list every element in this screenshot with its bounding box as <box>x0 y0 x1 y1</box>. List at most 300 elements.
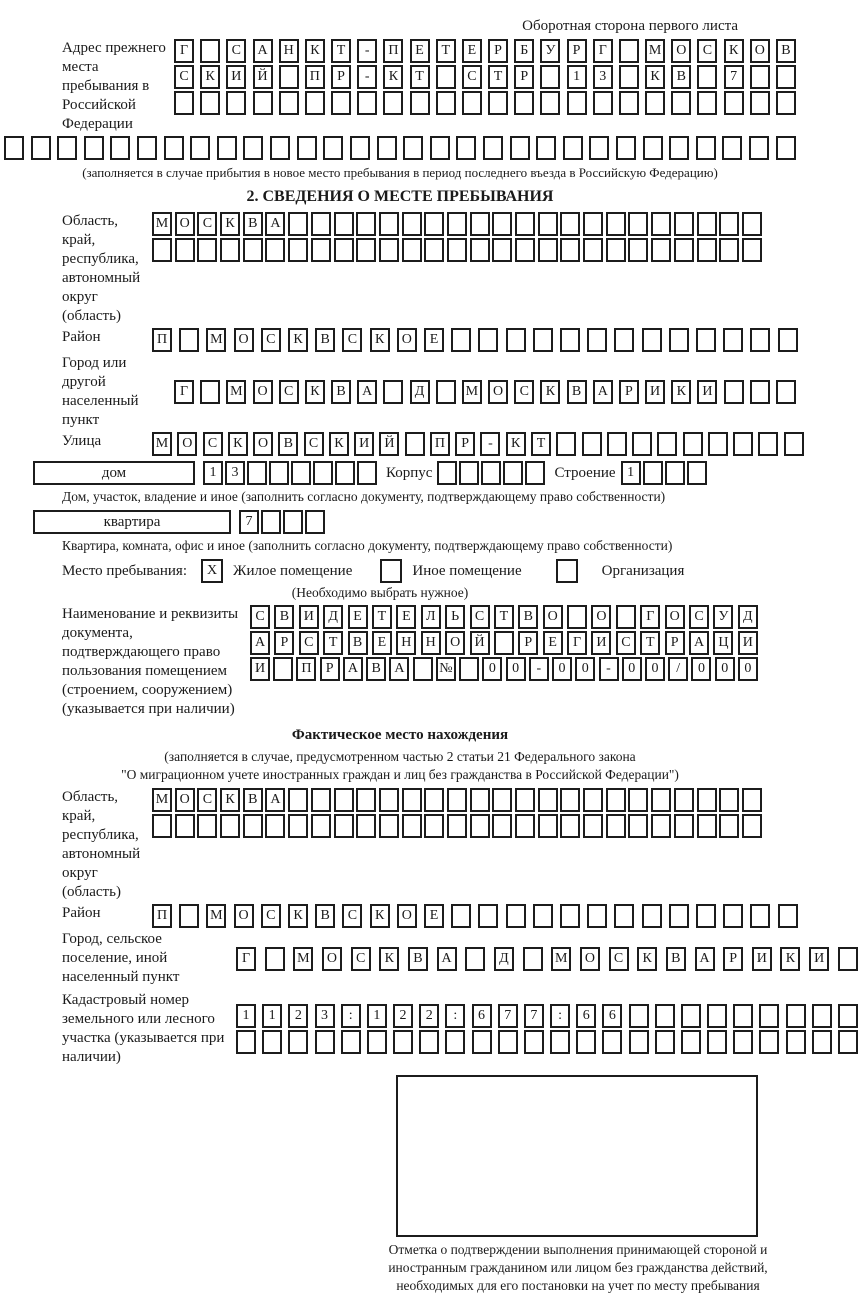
char-cell[interactable]: В <box>366 657 386 681</box>
char-cell[interactable]: П <box>383 39 403 63</box>
char-cell[interactable] <box>550 1030 570 1054</box>
char-cell[interactable]: С <box>226 39 246 63</box>
char-cell[interactable] <box>514 91 534 115</box>
char-cell[interactable]: - <box>357 39 377 63</box>
char-cell[interactable]: Е <box>410 39 430 63</box>
char-cell[interactable] <box>750 328 770 352</box>
char-cell[interactable] <box>538 788 558 812</box>
char-cell[interactable] <box>778 328 798 352</box>
char-cell[interactable]: № <box>436 657 456 681</box>
char-cell[interactable]: Е <box>348 605 368 629</box>
char-cell[interactable] <box>838 1004 858 1028</box>
char-cell[interactable]: Т <box>494 605 514 629</box>
char-cell[interactable]: 1 <box>262 1004 282 1028</box>
char-cell[interactable] <box>628 788 648 812</box>
char-cell[interactable] <box>383 91 403 115</box>
char-cell[interactable]: 1 <box>203 461 223 485</box>
char-cell[interactable]: О <box>397 904 417 928</box>
char-cell[interactable]: П <box>296 657 316 681</box>
char-cell[interactable] <box>669 136 689 160</box>
char-cell[interactable]: Г <box>174 39 194 63</box>
char-cell[interactable] <box>305 91 325 115</box>
char-cell[interactable]: К <box>305 380 325 404</box>
char-cell[interactable]: И <box>738 631 758 655</box>
char-cell[interactable]: С <box>261 328 281 352</box>
char-cell[interactable] <box>265 947 285 971</box>
char-cell[interactable] <box>749 136 769 160</box>
char-cell[interactable] <box>750 65 770 89</box>
char-cell[interactable] <box>628 212 648 236</box>
char-cell[interactable] <box>607 432 627 456</box>
char-cell[interactable]: 2 <box>393 1004 413 1028</box>
char-cell[interactable] <box>778 904 798 928</box>
char-cell[interactable] <box>243 238 263 262</box>
char-cell[interactable] <box>405 432 425 456</box>
char-cell[interactable]: 1 <box>621 461 641 485</box>
char-cell[interactable] <box>451 328 471 352</box>
char-cell[interactable] <box>643 136 663 160</box>
char-cell[interactable]: Й <box>379 432 399 456</box>
char-cell[interactable] <box>402 212 422 236</box>
char-cell[interactable] <box>674 238 694 262</box>
char-cell[interactable] <box>582 432 602 456</box>
char-cell[interactable]: П <box>305 65 325 89</box>
char-cell[interactable]: К <box>383 65 403 89</box>
char-cell[interactable]: Н <box>279 39 299 63</box>
char-cell[interactable] <box>492 212 512 236</box>
char-cell[interactable]: О <box>234 904 254 928</box>
char-cell[interactable] <box>436 91 456 115</box>
char-cell[interactable]: В <box>243 788 263 812</box>
char-cell[interactable] <box>593 91 613 115</box>
char-cell[interactable]: М <box>293 947 313 971</box>
char-cell[interactable]: Е <box>396 605 416 629</box>
char-cell[interactable]: А <box>250 631 270 655</box>
char-cell[interactable] <box>838 947 858 971</box>
char-cell[interactable] <box>707 1030 727 1054</box>
char-cell[interactable] <box>560 904 580 928</box>
char-cell[interactable] <box>226 91 246 115</box>
char-cell[interactable]: С <box>299 631 319 655</box>
char-cell[interactable] <box>619 39 639 63</box>
char-cell[interactable] <box>253 91 273 115</box>
char-cell[interactable] <box>288 238 308 262</box>
char-cell[interactable] <box>217 136 237 160</box>
char-cell[interactable] <box>533 328 553 352</box>
char-cell[interactable]: К <box>540 380 560 404</box>
char-cell[interactable] <box>525 461 545 485</box>
char-cell[interactable] <box>697 212 717 236</box>
char-cell[interactable] <box>583 238 603 262</box>
char-cell[interactable] <box>759 1030 779 1054</box>
char-cell[interactable] <box>560 788 580 812</box>
char-cell[interactable] <box>265 238 285 262</box>
char-cell[interactable]: В <box>315 904 335 928</box>
char-cell[interactable]: К <box>780 947 800 971</box>
char-cell[interactable] <box>197 814 217 838</box>
char-cell[interactable] <box>619 91 639 115</box>
char-cell[interactable] <box>742 212 762 236</box>
char-cell[interactable]: М <box>152 212 172 236</box>
char-cell[interactable] <box>481 461 501 485</box>
char-cell[interactable] <box>616 136 636 160</box>
char-cell[interactable] <box>515 238 535 262</box>
char-cell[interactable]: О <box>580 947 600 971</box>
char-cell[interactable] <box>560 328 580 352</box>
char-cell[interactable]: 0 <box>691 657 711 681</box>
char-cell[interactable] <box>681 1030 701 1054</box>
char-cell[interactable] <box>724 91 744 115</box>
char-cell[interactable]: О <box>671 39 691 63</box>
char-cell[interactable]: В <box>671 65 691 89</box>
char-cell[interactable] <box>567 605 587 629</box>
char-cell[interactable]: К <box>506 432 526 456</box>
char-cell[interactable] <box>560 814 580 838</box>
char-cell[interactable] <box>459 657 479 681</box>
char-cell[interactable] <box>540 91 560 115</box>
char-cell[interactable]: Т <box>331 39 351 63</box>
char-cell[interactable] <box>236 1030 256 1054</box>
char-cell[interactable] <box>465 947 485 971</box>
char-cell[interactable]: О <box>750 39 770 63</box>
char-cell[interactable] <box>776 65 796 89</box>
char-cell[interactable] <box>492 788 512 812</box>
char-cell[interactable] <box>470 814 490 838</box>
char-cell[interactable]: К <box>200 65 220 89</box>
char-cell[interactable] <box>430 136 450 160</box>
char-cell[interactable]: Л <box>421 605 441 629</box>
char-cell[interactable]: - <box>529 657 549 681</box>
char-cell[interactable] <box>587 328 607 352</box>
char-cell[interactable] <box>341 1030 361 1054</box>
char-cell[interactable]: Г <box>567 631 587 655</box>
char-cell[interactable]: Д <box>410 380 430 404</box>
char-cell[interactable]: В <box>278 432 298 456</box>
stay-option-checkbox-org[interactable] <box>556 559 578 583</box>
char-cell[interactable] <box>459 461 479 485</box>
char-cell[interactable] <box>437 461 457 485</box>
char-cell[interactable]: Г <box>640 605 660 629</box>
char-cell[interactable] <box>470 212 490 236</box>
char-cell[interactable] <box>776 136 796 160</box>
char-cell[interactable] <box>288 1030 308 1054</box>
char-cell[interactable]: А <box>265 212 285 236</box>
char-cell[interactable] <box>674 212 694 236</box>
char-cell[interactable]: С <box>261 904 281 928</box>
char-cell[interactable]: С <box>174 65 194 89</box>
char-cell[interactable]: С <box>462 65 482 89</box>
char-cell[interactable] <box>447 212 467 236</box>
char-cell[interactable]: П <box>152 904 172 928</box>
char-cell[interactable] <box>265 814 285 838</box>
char-cell[interactable] <box>540 65 560 89</box>
char-cell[interactable] <box>220 238 240 262</box>
char-cell[interactable]: И <box>299 605 319 629</box>
char-cell[interactable]: Й <box>470 631 490 655</box>
char-cell[interactable] <box>538 814 558 838</box>
char-cell[interactable]: С <box>304 432 324 456</box>
char-cell[interactable] <box>583 212 603 236</box>
char-cell[interactable]: Е <box>424 904 444 928</box>
char-cell[interactable]: О <box>234 328 254 352</box>
char-cell[interactable] <box>410 91 430 115</box>
char-cell[interactable]: 1 <box>236 1004 256 1028</box>
char-cell[interactable] <box>174 91 194 115</box>
char-cell[interactable] <box>243 136 263 160</box>
char-cell[interactable] <box>243 814 263 838</box>
char-cell[interactable]: О <box>177 432 197 456</box>
char-cell[interactable] <box>291 461 311 485</box>
char-cell[interactable] <box>651 238 671 262</box>
char-cell[interactable] <box>645 91 665 115</box>
char-cell[interactable] <box>175 238 195 262</box>
char-cell[interactable]: М <box>226 380 246 404</box>
char-cell[interactable] <box>642 904 662 928</box>
char-cell[interactable]: Р <box>514 65 534 89</box>
char-cell[interactable]: Т <box>531 432 551 456</box>
char-cell[interactable]: 7 <box>239 510 259 534</box>
char-cell[interactable] <box>367 1030 387 1054</box>
char-cell[interactable]: : <box>550 1004 570 1028</box>
char-cell[interactable] <box>311 814 331 838</box>
char-cell[interactable] <box>786 1004 806 1028</box>
char-cell[interactable] <box>759 1004 779 1028</box>
char-cell[interactable] <box>697 65 717 89</box>
char-cell[interactable]: 0 <box>482 657 502 681</box>
char-cell[interactable] <box>447 788 467 812</box>
char-cell[interactable]: О <box>253 432 273 456</box>
char-cell[interactable] <box>587 904 607 928</box>
char-cell[interactable]: Г <box>174 380 194 404</box>
char-cell[interactable]: Т <box>436 39 456 63</box>
char-cell[interactable]: Т <box>323 631 343 655</box>
char-cell[interactable]: О <box>397 328 417 352</box>
char-cell[interactable] <box>606 788 626 812</box>
char-cell[interactable]: : <box>445 1004 465 1028</box>
char-cell[interactable] <box>719 788 739 812</box>
char-cell[interactable] <box>247 461 267 485</box>
char-cell[interactable]: Т <box>372 605 392 629</box>
char-cell[interactable]: И <box>591 631 611 655</box>
char-cell[interactable] <box>538 238 558 262</box>
char-cell[interactable]: К <box>724 39 744 63</box>
char-cell[interactable]: / <box>668 657 688 681</box>
char-cell[interactable]: В <box>348 631 368 655</box>
char-cell[interactable]: С <box>197 212 217 236</box>
char-cell[interactable] <box>606 814 626 838</box>
char-cell[interactable]: Е <box>543 631 563 655</box>
char-cell[interactable] <box>402 814 422 838</box>
char-cell[interactable] <box>288 814 308 838</box>
char-cell[interactable]: - <box>599 657 619 681</box>
char-cell[interactable] <box>424 788 444 812</box>
char-cell[interactable] <box>606 212 626 236</box>
char-cell[interactable]: Г <box>593 39 613 63</box>
char-cell[interactable] <box>776 380 796 404</box>
char-cell[interactable]: В <box>567 380 587 404</box>
char-cell[interactable] <box>356 238 376 262</box>
char-cell[interactable]: А <box>357 380 377 404</box>
char-cell[interactable]: И <box>354 432 374 456</box>
char-cell[interactable] <box>524 1030 544 1054</box>
char-cell[interactable] <box>515 788 535 812</box>
char-cell[interactable]: Р <box>665 631 685 655</box>
char-cell[interactable] <box>190 136 210 160</box>
char-cell[interactable] <box>722 136 742 160</box>
char-cell[interactable]: И <box>697 380 717 404</box>
char-cell[interactable]: К <box>329 432 349 456</box>
char-cell[interactable] <box>651 212 671 236</box>
char-cell[interactable] <box>334 814 354 838</box>
char-cell[interactable]: 3 <box>315 1004 335 1028</box>
char-cell[interactable]: С <box>279 380 299 404</box>
char-cell[interactable]: 0 <box>738 657 758 681</box>
char-cell[interactable] <box>669 904 689 928</box>
char-cell[interactable] <box>311 212 331 236</box>
char-cell[interactable] <box>733 432 753 456</box>
char-cell[interactable]: С <box>609 947 629 971</box>
char-cell[interactable] <box>356 814 376 838</box>
char-cell[interactable]: Т <box>488 65 508 89</box>
char-cell[interactable] <box>200 91 220 115</box>
char-cell[interactable] <box>696 328 716 352</box>
char-cell[interactable] <box>175 814 195 838</box>
char-cell[interactable] <box>629 1030 649 1054</box>
char-cell[interactable] <box>4 136 24 160</box>
char-cell[interactable]: В <box>274 605 294 629</box>
char-cell[interactable]: В <box>243 212 263 236</box>
char-cell[interactable] <box>179 328 199 352</box>
char-cell[interactable] <box>629 1004 649 1028</box>
char-cell[interactable]: К <box>305 39 325 63</box>
char-cell[interactable]: Е <box>424 328 444 352</box>
char-cell[interactable]: С <box>616 631 636 655</box>
char-cell[interactable] <box>379 814 399 838</box>
char-cell[interactable]: Р <box>619 380 639 404</box>
char-cell[interactable]: А <box>265 788 285 812</box>
char-cell[interactable]: И <box>250 657 270 681</box>
char-cell[interactable] <box>357 91 377 115</box>
char-cell[interactable]: А <box>343 657 363 681</box>
char-cell[interactable]: С <box>689 605 709 629</box>
char-cell[interactable]: 0 <box>715 657 735 681</box>
char-cell[interactable]: А <box>253 39 273 63</box>
char-cell[interactable]: Р <box>518 631 538 655</box>
char-cell[interactable] <box>419 1030 439 1054</box>
char-cell[interactable] <box>402 788 422 812</box>
char-cell[interactable]: О <box>591 605 611 629</box>
char-cell[interactable]: 0 <box>645 657 665 681</box>
char-cell[interactable] <box>643 461 663 485</box>
char-cell[interactable] <box>356 788 376 812</box>
char-cell[interactable] <box>270 136 290 160</box>
char-cell[interactable] <box>515 814 535 838</box>
char-cell[interactable]: А <box>689 631 709 655</box>
char-cell[interactable] <box>697 91 717 115</box>
char-cell[interactable] <box>379 788 399 812</box>
char-cell[interactable] <box>413 657 433 681</box>
char-cell[interactable] <box>197 238 217 262</box>
char-cell[interactable] <box>560 238 580 262</box>
char-cell[interactable] <box>506 328 526 352</box>
char-cell[interactable]: 0 <box>575 657 595 681</box>
char-cell[interactable]: В <box>518 605 538 629</box>
char-cell[interactable] <box>708 432 728 456</box>
char-cell[interactable] <box>492 238 512 262</box>
char-cell[interactable] <box>478 904 498 928</box>
char-cell[interactable] <box>651 788 671 812</box>
char-cell[interactable]: П <box>430 432 450 456</box>
char-cell[interactable] <box>671 91 691 115</box>
char-cell[interactable] <box>273 657 293 681</box>
char-cell[interactable]: К <box>370 904 390 928</box>
char-cell[interactable] <box>733 1004 753 1028</box>
char-cell[interactable]: - <box>480 432 500 456</box>
char-cell[interactable] <box>628 814 648 838</box>
char-cell[interactable]: У <box>540 39 560 63</box>
char-cell[interactable]: К <box>671 380 691 404</box>
char-cell[interactable] <box>488 91 508 115</box>
char-cell[interactable] <box>750 904 770 928</box>
char-cell[interactable]: Р <box>723 947 743 971</box>
char-cell[interactable]: К <box>288 904 308 928</box>
char-cell[interactable] <box>261 510 281 534</box>
char-cell[interactable]: В <box>331 380 351 404</box>
char-cell[interactable] <box>538 212 558 236</box>
char-cell[interactable]: О <box>322 947 342 971</box>
char-cell[interactable] <box>665 461 685 485</box>
char-cell[interactable]: 2 <box>419 1004 439 1028</box>
char-cell[interactable]: В <box>666 947 686 971</box>
char-cell[interactable] <box>315 1030 335 1054</box>
char-cell[interactable]: 3 <box>593 65 613 89</box>
char-cell[interactable] <box>334 212 354 236</box>
char-cell[interactable] <box>379 238 399 262</box>
char-cell[interactable]: О <box>445 631 465 655</box>
char-cell[interactable] <box>297 136 317 160</box>
char-cell[interactable] <box>335 461 355 485</box>
char-cell[interactable] <box>697 788 717 812</box>
char-cell[interactable]: 6 <box>602 1004 622 1028</box>
char-cell[interactable]: 2 <box>288 1004 308 1028</box>
char-cell[interactable] <box>515 212 535 236</box>
char-cell[interactable]: Б <box>514 39 534 63</box>
char-cell[interactable]: О <box>543 605 563 629</box>
char-cell[interactable] <box>494 631 514 655</box>
char-cell[interactable]: 7 <box>724 65 744 89</box>
char-cell[interactable] <box>334 788 354 812</box>
char-cell[interactable] <box>750 380 770 404</box>
char-cell[interactable] <box>279 65 299 89</box>
char-cell[interactable] <box>619 65 639 89</box>
char-cell[interactable]: Д <box>494 947 514 971</box>
char-cell[interactable] <box>536 136 556 160</box>
char-cell[interactable] <box>589 136 609 160</box>
char-cell[interactable] <box>462 91 482 115</box>
char-cell[interactable] <box>331 91 351 115</box>
char-cell[interactable]: Р <box>320 657 340 681</box>
char-cell[interactable] <box>576 1030 596 1054</box>
char-cell[interactable] <box>424 212 444 236</box>
char-cell[interactable]: Н <box>421 631 441 655</box>
char-cell[interactable] <box>451 904 471 928</box>
char-cell[interactable] <box>674 788 694 812</box>
char-cell[interactable]: 6 <box>576 1004 596 1028</box>
char-cell[interactable] <box>288 212 308 236</box>
char-cell[interactable] <box>651 814 671 838</box>
char-cell[interactable] <box>719 212 739 236</box>
char-cell[interactable] <box>436 65 456 89</box>
